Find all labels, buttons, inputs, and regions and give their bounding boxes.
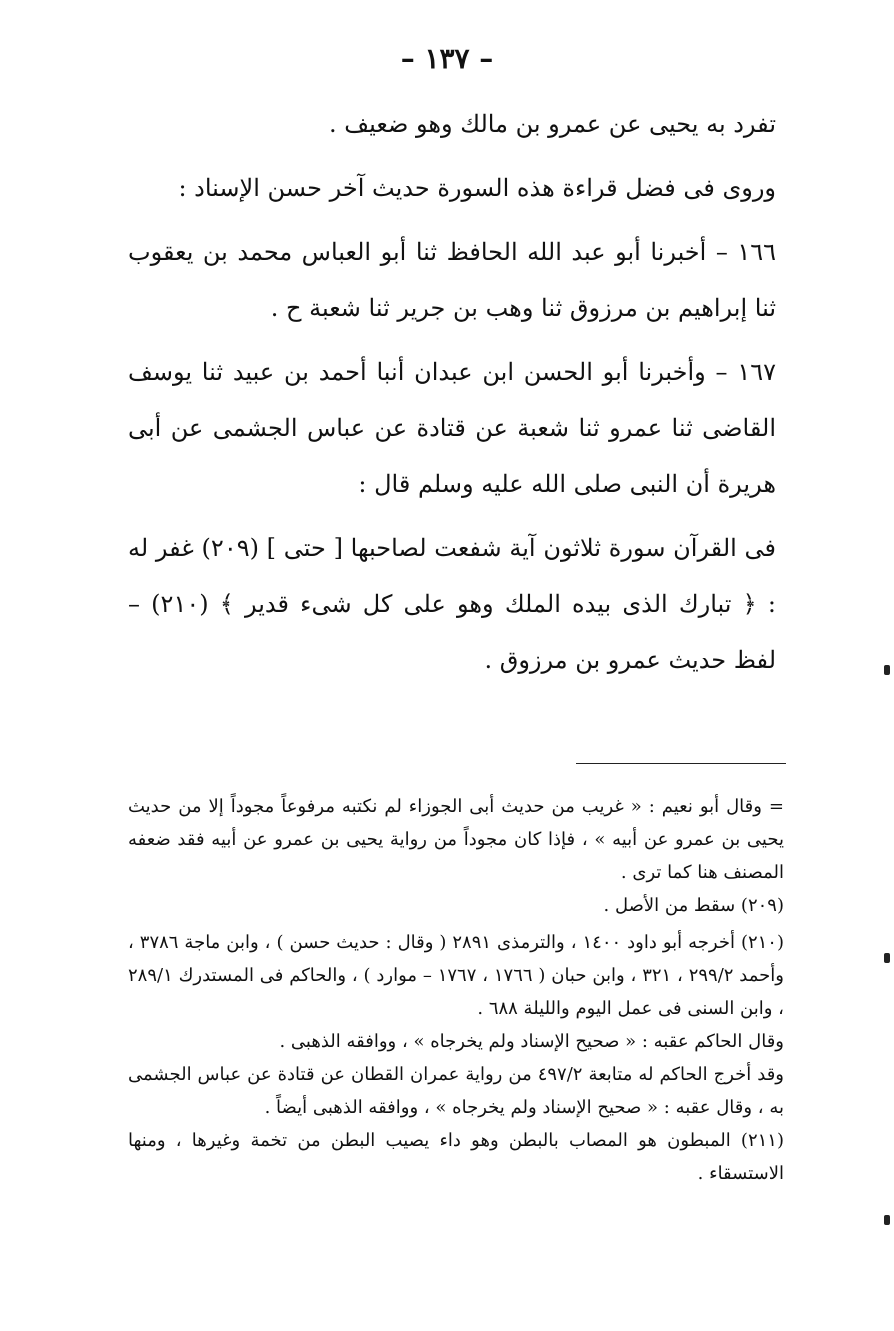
- main-paragraph: تفرد به يحيى عن عمرو بن مالك وهو ضعيف .: [329, 110, 776, 138]
- footnote-210: (٢١٠) أخرجه أبو داود ١٤٠٠ ، والترمذى ٢٨٩١ ( وقال : حديث حسن ) ، وابن ماجة ٣٧٨٦ ، وأحمد ٢٩٩/٢ ، ٣٢١ ، وابن حبان ( ١٧٦٦ ، ١٧٦٧ – موارد ) ، والحاكم فى المستدرك ٢٨٩/١ ، وابن السنى فى عمل اليوم والليلة ٦٨٨ .: [128, 932, 785, 1019]
- page-number: – ١٣٧ –: [400, 42, 494, 75]
- main-paragraph: وروى فى فضل قراءة هذه السورة حديث آخر حسن الإسناد :: [178, 174, 776, 202]
- margin-mark: [884, 953, 890, 963]
- hadith-166: ١٦٦ – أخبرنا أبو عبد الله الحافظ ثنا أبو العباس محمد بن يعقوب ثنا إبراهيم بن مرزوق ثنا وهب بن جرير ثنا شعبة ح .: [128, 238, 776, 322]
- margin-mark: [884, 665, 890, 675]
- footnote-209: (٢٠٩) سقط من الأصل .: [603, 895, 784, 916]
- margin-mark: [884, 1215, 890, 1225]
- hadith-167: ١٦٧ – وأخبرنا أبو الحسن ابن عبدان أنبا أحمد بن عبيد ثنا يوسف القاضى ثنا عمرو ثنا شعبة عن قتادة عن عباس الجشمى عن أبى هريرة أن النبى صلى الله عليه وسلم قال :: [128, 358, 776, 498]
- footnotes: [128, 790, 784, 1190]
- footnote-211: (٢١١) المبطون هو المصاب بالبطن وهو داء يصيب البطن من تخمة وغيرها ، ومنها الاستسقاء .: [128, 1130, 784, 1184]
- main-text: [128, 96, 776, 696]
- footnote-210-note: وقد أخرج الحاكم له متابعة ٤٩٧/٢ من رواية عمران القطان عن قتادة عن عباس الجشمى به ، وقال عقبه : « صحيح الإسناد ولم يخرجاه » ، ووافقه الذهبى أيضاً .: [128, 1064, 784, 1118]
- hadith-text: فى القرآن سورة ثلاثون آية شفعت لصاحبها [ حتى ] (٢٠٩) غفر له : ﴿ تبارك الذى بيده الملك وهو على كل شىء قدير ﴾ (٢١٠) – لفظ حديث عمرو بن مرزوق .: [128, 534, 776, 674]
- footnote-divider: [576, 763, 786, 764]
- footnote-continuation: = وقال أبو نعيم : « غريب من حديث أبى الجوزاء لم نكتبه مرفوعاً مجوداً إلا من حديث يحيى بن عمرو عن أبيه » ، فإذا كان مجوداً من رواية يحيى بن عمرو عن أبيه فقد ضعفه المصنف هنا كما ترى .: [128, 796, 784, 883]
- footnote-210-note: وقال الحاكم عقبه : « صحيح الإسناد ولم يخرجاه » ، ووافقه الذهبى .: [279, 1031, 784, 1052]
